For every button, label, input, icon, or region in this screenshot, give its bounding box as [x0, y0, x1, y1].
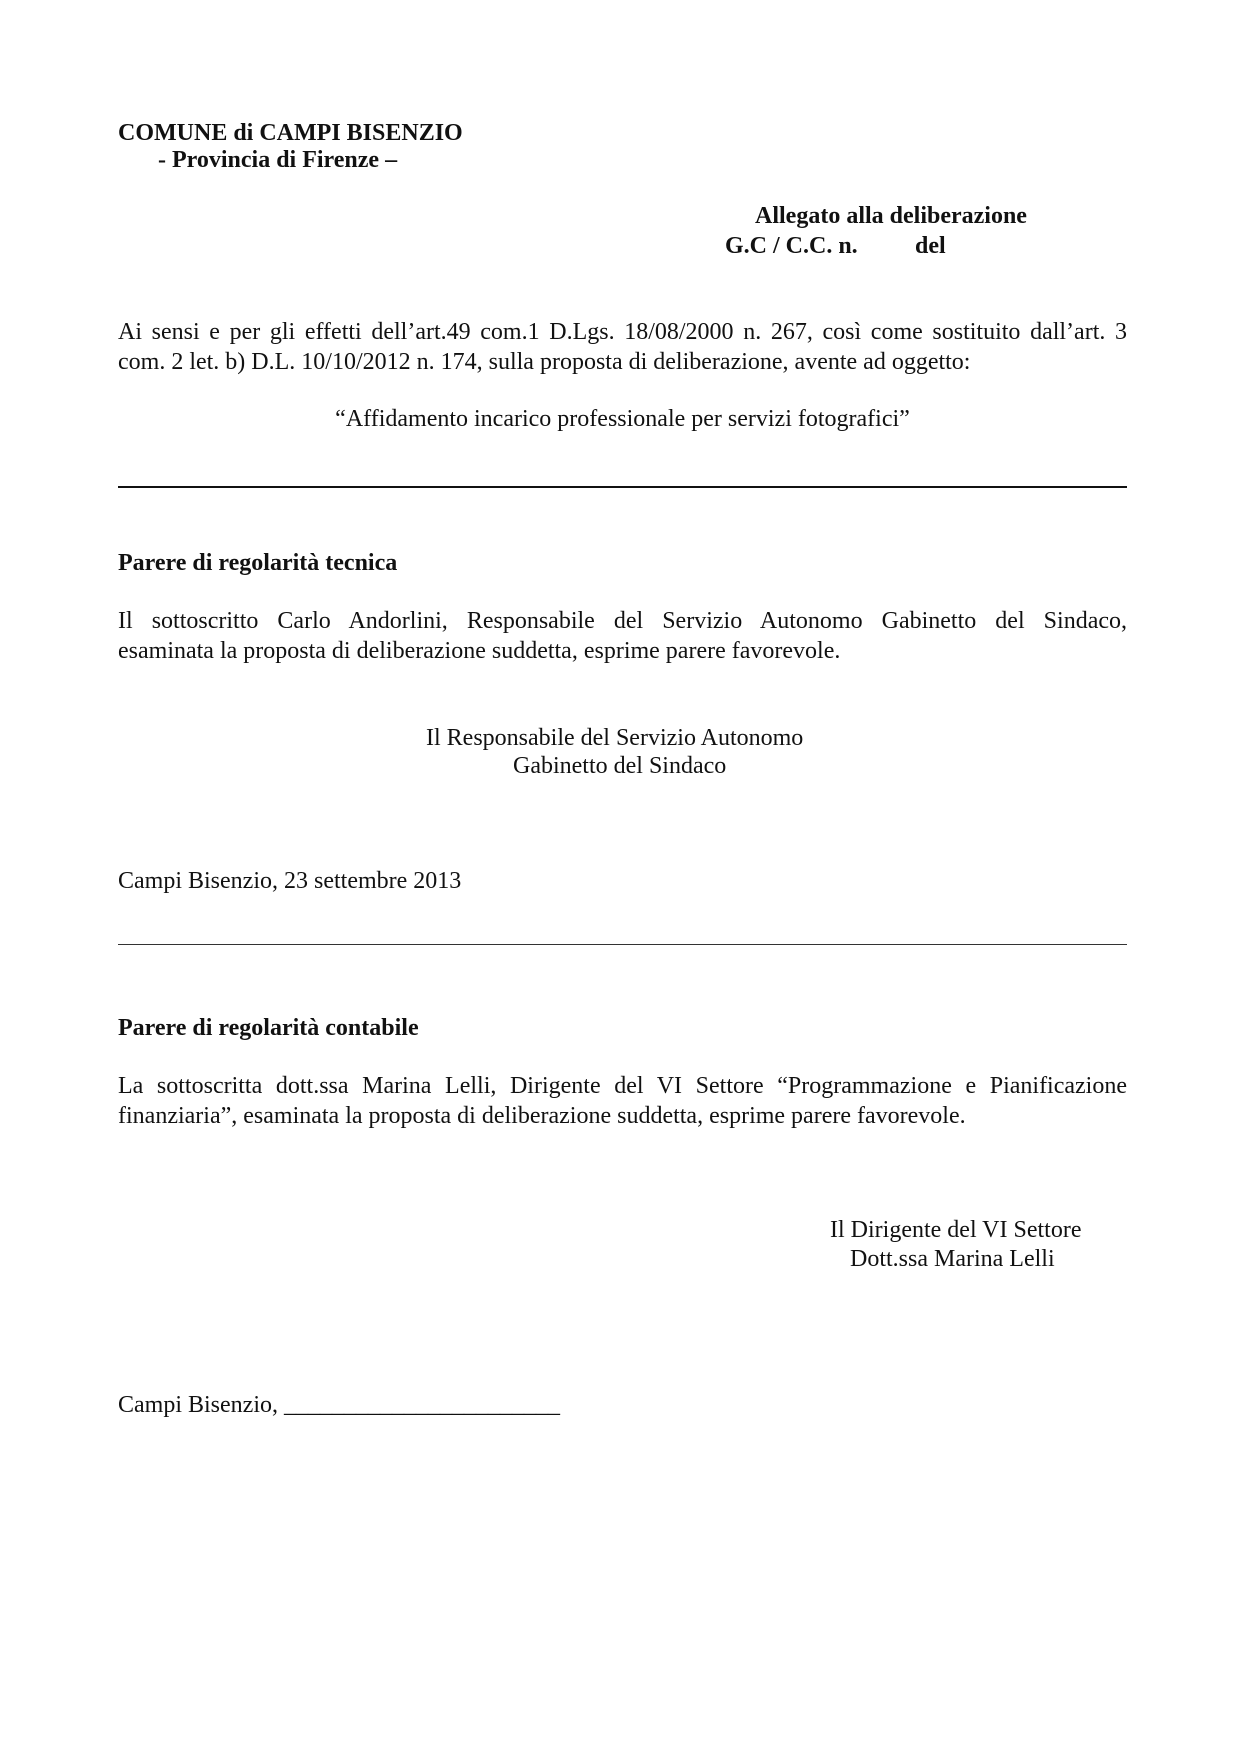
deliberation-date-label: del	[915, 233, 946, 259]
technical-signer-title: Il Responsabile del Servizio Autonomo	[426, 725, 804, 751]
accounting-line-2: finanziaria”, esaminata la proposta di deliberazione suddetta, esprime parere favorevole.	[118, 1103, 966, 1129]
deliberation-subject: “Affidamento incarico professionale per servizi fotografici”	[335, 406, 910, 432]
technical-place-date: Campi Bisenzio, 23 settembre 2013	[118, 868, 462, 894]
municipality-name: COMUNE di CAMPI BISENZIO	[118, 120, 463, 146]
accounting-opinion-text	[118, 1071, 1127, 1131]
section-divider	[118, 486, 1127, 488]
intro-line-2: com. 2 let. b) D.L. 10/10/2012 n. 174, sulla proposta di deliberazione, avente ad oggetto:	[118, 349, 971, 375]
accounting-place-date: Campi Bisenzio, _______________________	[118, 1392, 560, 1418]
accounting-signer-title: Il Dirigente del VI Settore	[830, 1217, 1082, 1243]
technical-opinion-heading: Parere di regolarità tecnica	[118, 550, 398, 576]
accounting-line-1: La sottoscritta dott.ssa Marina Lelli, Dirigente del VI Settore “Programmazione e Pianificazione	[118, 1073, 1127, 1099]
accounting-signer-name: Dott.ssa Marina Lelli	[850, 1246, 1055, 1272]
technical-signer-office: Gabinetto del Sindaco	[513, 753, 727, 779]
section-divider-thin	[118, 944, 1127, 945]
technical-line-2: esaminata la proposta di deliberazione suddetta, esprime parere favorevole.	[118, 638, 841, 664]
deliberation-number-label: G.C / C.C. n.	[725, 233, 858, 259]
attachment-label: Allegato alla deliberazione	[755, 203, 1027, 229]
accounting-opinion-heading: Parere di regolarità contabile	[118, 1015, 419, 1041]
intro-line-1: Ai sensi e per gli effetti dell’art.49 com.1 D.Lgs. 18/08/2000 n. 267, così come sostituito dall’art. 3	[118, 319, 1127, 345]
technical-opinion-text	[118, 606, 1127, 666]
technical-line-1: Il sottoscritto Carlo Andorlini, Responsabile del Servizio Autonomo Gabinetto del Sindaco,	[118, 608, 1127, 634]
province-name: - Provincia di Firenze –	[158, 147, 398, 173]
intro-paragraph	[118, 317, 1127, 377]
